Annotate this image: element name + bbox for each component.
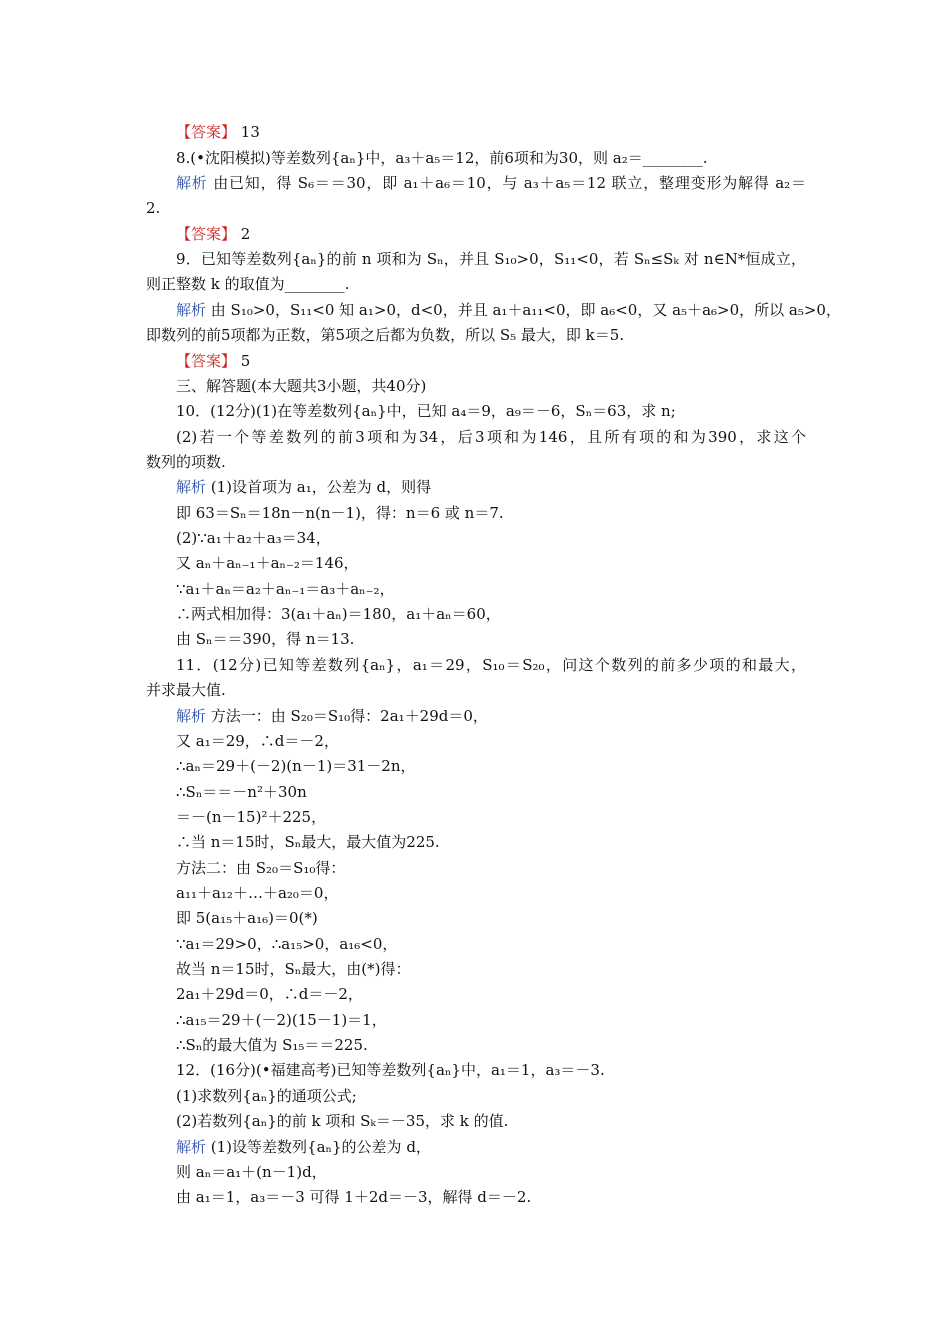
solution-continuation: 2. [146,199,161,217]
question-12: 12．(16分)(•福建高考)已知等差数列{aₙ}中，a₁＝1，a₃＝－3. [176,1061,605,1079]
answer-line [176,351,250,371]
solution-step: (2)∵a₁＋a₂＋a₃＝34， [176,529,331,547]
solution-step: ∴Sₙ的最大值为 S₁₅＝＝225. [176,1036,368,1054]
answer-label: 【答案】 [176,123,237,141]
solution-label: 解析 [176,1138,207,1156]
solution-step: 又 aₙ＋aₙ₋₁＋aₙ₋₂＝146， [176,554,359,572]
solution-step: ∴Sₙ＝＝－n²＋30n [176,783,307,801]
solution-continuation: 即数列的前5项都为正数，第5项之后都为负数，所以 S₅ 最大，即 k＝5. [146,326,625,344]
solution-step: 即 63＝Sₙ＝18n－n(n－1)，得：n＝6 或 n＝7. [176,504,504,522]
solution-step: ∵a₁＋aₙ＝a₂＋aₙ₋₁＝a₃＋aₙ₋₂， [176,580,395,598]
question-9: 9．已知等差数列{aₙ}的前 n 项和为 Sₙ，并且 S₁₀>0，S₁₁<0，若 Sₙ≤Sₖ 对 n∈N*恒成立， [176,250,806,268]
solution-text: 由 S₁₀>0，S₁₁<0 知 a₁>0，d<0，并且 a₁＋a₁₁<0，即 a₆<0，又 a₅＋a₆>0，所以 a₅>0， [206,301,841,319]
question-9-continuation: 则正整数 k 的取值为________. [146,275,350,293]
answer-line [176,122,260,142]
question-10-part-2: (2)若一个等差数列的前3项和为34，后3项和为146，且所有项的和为390，求这个 [176,428,806,446]
solution-label: 解析 [176,301,207,319]
solution-step: 方法二：由 S₂₀＝S₁₀得： [176,859,346,877]
solution-line [176,1137,431,1157]
solution-step: 即 5(a₁₅＋a₁₆)＝0(*) [176,909,318,927]
solution-step: ∴a₁₅＝29＋(－2)(15－1)＝1， [176,1011,387,1029]
question-8: 8.(•沈阳模拟)等差数列{aₙ}中，a₃＋a₅＝12，前6项和为30，则 a₂＝________. [176,149,708,167]
solution-step: a₁₁＋a₁₂＋…＋a₂₀＝0， [176,884,339,902]
question-12-part-2: (2)若数列{aₙ}的前 k 项和 Sₖ＝－35，求 k 的值. [176,1112,509,1130]
question-12-part-1: (1)求数列{aₙ}的通项公式; [176,1087,357,1105]
solution-line [176,706,488,726]
solution-text: 由已知，得 S₆＝＝30，即 a₁＋a₆＝10，与 a₃＋a₅＝12 联立，整理变形为解得 a₂＝ [207,174,806,192]
answer-label: 【答案】 [176,352,237,370]
question-10-continuation: 数列的项数. [146,453,226,471]
question-11: 11．(12分)已知等差数列{aₙ}，a₁＝29，S₁₀＝S₂₀，问这个数列的前多少项的和最大， [176,656,806,674]
answer-line [176,224,250,244]
solution-step: ∴当 n＝15时，Sₙ最大，最大值为225. [176,833,440,851]
solution-label: 解析 [176,174,208,192]
solution-step: ∵a₁＝29>0，∴a₁₅>0，a₁₆<0， [176,935,398,953]
solution-line [176,173,806,193]
solution-text: 方法一：由 S₂₀＝S₁₀得：2a₁＋29d＝0， [206,707,488,725]
solution-step: 由 a₁＝1，a₃＝－3 可得 1＋2d＝－3，解得 d＝－2. [176,1188,532,1206]
solution-step: ∴两式相加得：3(a₁＋aₙ)＝180，a₁＋aₙ＝60， [176,605,501,623]
solution-step: 又 a₁＝29，∴d＝－2， [176,732,339,750]
solution-line [176,477,431,497]
section-heading: 三、解答题(本大题共3小题，共40分) [176,377,427,395]
solution-text: (1)设等差数列{aₙ}的公差为 d， [206,1138,431,1156]
solution-label: 解析 [176,707,207,725]
solution-step: 由 Sₙ＝＝390，得 n＝13. [176,630,355,648]
solution-label: 解析 [176,478,207,496]
answer-value: 13 [236,123,260,141]
answer-label: 【答案】 [176,225,237,243]
answer-value: 2 [236,225,251,243]
question-11-continuation: 并求最大值. [146,681,226,699]
solution-text: (1)设首项为 a₁，公差为 d，则得 [206,478,432,496]
solution-line [176,300,841,320]
solution-step: 则 aₙ＝a₁＋(n－1)d， [176,1163,327,1181]
solution-step: 2a₁＋29d＝0，∴d＝－2， [176,985,363,1003]
question-10: 10．(12分)(1)在等差数列{aₙ}中，已知 a₄＝9，a₉＝－6，Sₙ＝63，求 n; [176,402,676,420]
solution-step: ∴aₙ＝29＋(－2)(n－1)＝31－2n， [176,757,416,775]
answer-value: 5 [236,352,251,370]
solution-step: ＝－(n－15)²＋225， [176,808,327,826]
solution-step: 故当 n＝15时，Sₙ最大，由(*)得： [176,960,411,978]
